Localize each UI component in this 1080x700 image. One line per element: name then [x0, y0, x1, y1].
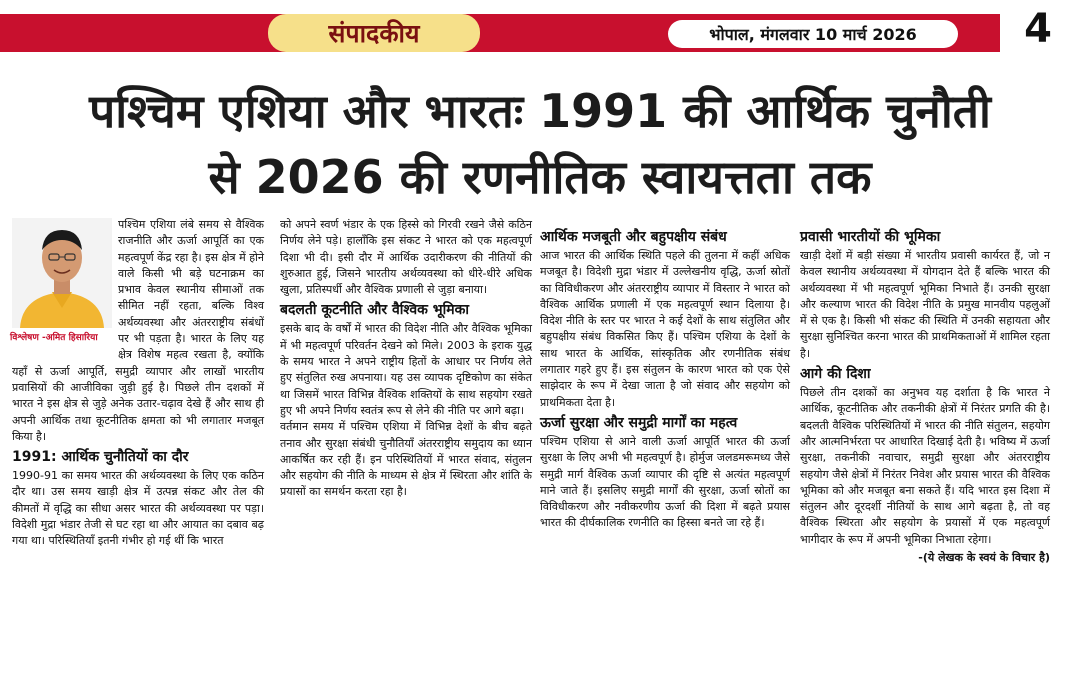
headline-line-1: पश्चिम एशिया और भारतः 1991 की आर्थिक चुनौती	[89, 84, 991, 138]
headline-line-2: से 2026 की रणनीतिक स्वायत्तता तक	[208, 150, 872, 204]
photo-spacer	[12, 217, 118, 353]
subheading: 1991: आर्थिक चुनौतियों का दौर	[12, 449, 189, 466]
article-column-4	[800, 225, 1050, 566]
paragraph: इसके बाद के वर्षों में भारत की विदेश नीति और वैश्विक भूमिका में भी महत्वपूर्ण परिवर्तन देखने को मिले। 2003 के इराक युद्ध के समय भारत ने अपने राष्ट्रीय हितों के आधार पर निर्णय लेते हुए संतुलित रुख अपनाया। यह उस व्यापक दृष्टिकोण का संकेत था जिसमें भारत विभिन्न वैश्विक शक्तियों के साथ सहयोग रखते हुए भी अपने निर्णय स्वतंत्र रूप से लेने की नीति पर आगे बढ़ा।	[280, 322, 532, 417]
subheading: आगे की दिशा	[800, 366, 871, 383]
paragraph: पश्चिम एशिया से आने वाली ऊर्जा आपूर्ति भारत की ऊर्जा सुरक्षा के लिए अभी भी महत्वपूर्ण है। होर्मुज जलडमरूमध्य जैसे समुद्री मार्ग वैश्विक ऊर्जा व्यापार की दृष्टि से अत्यंत महत्वपूर्ण माने जाते हैं। इसलिए समुद्री मार्गों की सुरक्षा, ऊर्जा स्रोतों का विविधीकरण और नवीकरणीय ऊर्जा की दिशा में बढ़ते प्रयास भारत की दीर्घकालिक रणनीति का हिस्सा बनते जा रहे हैं।	[540, 434, 790, 530]
author-disclaimer: -(ये लेखक के स्वयं के विचार है)	[918, 551, 1050, 565]
article-column-2	[280, 217, 532, 501]
subheading: आर्थिक मजबूती और बहुपक्षीय संबंध	[540, 229, 727, 245]
subheading: प्रवासी भारतीयों की भूमिका	[800, 229, 941, 245]
paragraph: पिछले तीन दशकों का अनुभव यह दर्शाता है कि भारत ने आर्थिक, कूटनीतिक और तकनीकी क्षेत्रों में निरंतर प्रगति की है। बदलती वैश्विक परिस्थितियों में भारत की नीति संतुलन, सहयोग और आत्मनिर्भरता पर आधारित दिखाई देती है। भविष्य में ऊर्जा सुरक्षा, तकनीकी नवाचार, समुद्री सुरक्षा और अंतरराष्ट्रीय सहयोग जैसे क्षेत्रों में निरंतर निवेश और प्रयास भारत की वैश्विक भूमिका को और मजबूत बना सकते हैं। यदि भारत इस दिशा में संतुलन और दूरदर्शी नीतियों के साथ आगे बढ़ता है, तो वह वैश्विक स्थिरता और सहयोग के प्रयासों में एक महत्वपूर्ण भागीदार के रूप में अपनी भूमिका निभाता रहेगा।	[800, 386, 1050, 546]
article-column-3	[540, 225, 790, 532]
article-column-1	[12, 217, 264, 550]
author-caption: विश्लेषण -अमित हिसारिया	[10, 333, 98, 343]
paragraph: वर्तमान समय में पश्चिम एशिया में विभिन्न देशों के बीच बढ़ते तनाव और सुरक्षा संबंधी चुनौतियाँ अंतरराष्ट्रीय समुदाय का ध्यान आकर्षित कर रही हैं। इन परिस्थितियों में भारत संवाद, संतुलन और सहयोग की नीति के माध्यम से क्षेत्र में स्थिरता और शांति के प्रयासों का समर्थन करता रहा है।	[280, 420, 532, 499]
subheading: ऊर्जा सुरक्षा और समुद्री मार्गों का महत्व	[540, 414, 738, 431]
paragraph: 1990-91 का समय भारत की अर्थव्यवस्था के लिए एक कठिन दौर था। उस समय खाड़ी क्षेत्र में उत्पन्न संकट और तेल की कीमतों में वृद्धि का सीधा असर भारत की अर्थव्यवस्था पर पड़ा। विदेशी मुद्रा भंडार तेजी से घट रहा था और आयात का दबाव बढ़ गया था। परिस्थितियाँ इतनी गंभीर हो गई थीं कि भारत	[12, 469, 264, 548]
paragraph: को अपने स्वर्ण भंडार के एक हिस्से को गिरवी रखने जैसे कठिन निर्णय लेने पड़े। हालाँकि इस संकट ने भारत को एक महत्वपूर्ण दिशा भी दी। इसी दौर में आर्थिक उदारीकरण की नीतियों की शुरुआत हुई, जिसने भारतीय अर्थव्यवस्था को धीरे-धीरे अधिक खुला, प्रतिस्पर्धी और वैश्विक प्रणाली से जुड़ा बनाया।	[280, 218, 532, 297]
paragraph: आज भारत की आर्थिक स्थिति पहले की तुलना में कहीं अधिक मजबूत है। विदेशी मुद्रा भंडार में उल्लेखनीय वृद्धि, ऊर्जा स्रोतों का विविधीकरण और अंतरराष्ट्रीय व्यापार में विस्तार ने भारत को वैश्विक आर्थिक प्रणाली में एक महत्वपूर्ण स्थान दिलाया है। विदेश नीति के स्तर पर भारत ने कई देशों के साथ संतुलित और बहुपक्षीय संबंध विकसित किए हैं। पश्चिम एशिया के देशों के साथ भारत के आर्थिक, सांस्कृतिक और रणनीतिक संबंध लगातार गहरे हुए हैं। इस संतुलन के कारण भारत को एक ऐसे साझेदार के रूप में देखा जाता है जो संवाद और सहयोग को प्राथमिकता देता है।	[540, 249, 790, 409]
paragraph: खाड़ी देशों में बड़ी संख्या में भारतीय प्रवासी कार्यरत हैं, जो न केवल स्थानीय अर्थव्यवस्था में योगदान देते हैं बल्कि भारत की अर्थव्यवस्था में भी महत्वपूर्ण भूमिका निभाते हैं। उनकी सुरक्षा और कल्याण भारत की विदेश नीति के प्रमुख मानवीय पहलुओं में से एक है। किसी भी संकट की स्थिति में उनकी सहायता और सुरक्षा सुनिश्चित करना भारत की प्राथमिकताओं में शामिल रहता है।	[800, 249, 1050, 360]
subheading: बदलती कूटनीति और वैश्विक भूमिका	[280, 302, 469, 319]
paragraph: पश्चिम एशिया लंबे समय से वैश्विक राजनीति और ऊर्जा आपूर्ति का एक महत्वपूर्ण केंद्र रहा है। इस क्षेत्र में होने वाले किसी भी बड़े घटनाक्रम का प्रभाव केवल स्थानीय सीमाओं तक सीमित नहीं रहता, बल्कि विश्व अर्थव्यवस्था और अंतरराष्ट्रीय संबंधों पर भी पड़ता है। भारत के लिए यह क्षेत्र विशेष महत्व रखता है, क्योंकि यहाँ से ऊर्जा आपूर्ति, समुद्री व्यापार और लाखों भारतीय प्रवासियों की आजीविका जुड़ी हुई है। पिछले तीन दशकों में भारत ने इस क्षेत्र से जुड़े अनेक उतार-चढ़ाव देखे हैं और साथ ही अपनी आर्थिक तथा कूटनीतिक क्षमता को भी लगातार मजबूत किया है।	[12, 218, 264, 443]
section-label: संपादकीय	[268, 14, 480, 52]
headline	[0, 78, 1080, 210]
page-number: 4	[1024, 6, 1052, 52]
dateline: भोपाल, मंगलवार 10 मार्च 2026	[668, 20, 958, 48]
